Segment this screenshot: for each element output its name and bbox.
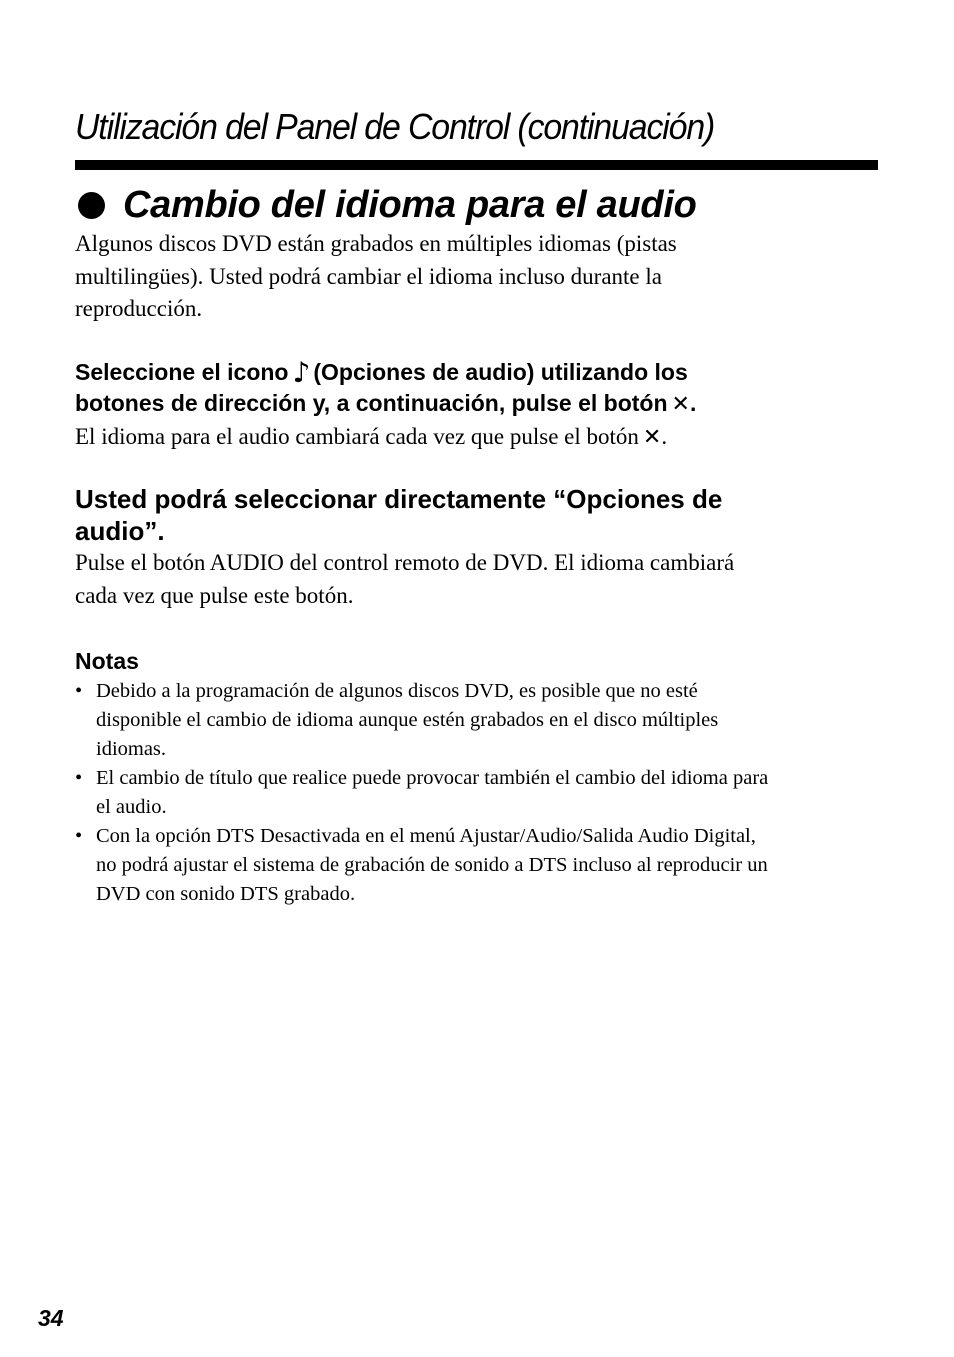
notes-heading: Notas	[75, 648, 139, 674]
instruction-line-2	[75, 388, 885, 420]
note-item	[75, 677, 885, 764]
note-item	[75, 764, 885, 822]
instruction-heading	[75, 357, 885, 420]
instruction-text: Seleccione el icono	[75, 359, 289, 385]
bullet-icon: •	[75, 767, 83, 789]
instruction-text: (Opciones de audio) utilizando los	[313, 359, 688, 385]
note-line: no podrá ajustar el sistema de grabación de sonido a DTS incluso al reproducir un	[96, 854, 768, 876]
note-line: el audio.	[96, 796, 167, 818]
direct-select-heading	[75, 483, 885, 547]
notes-list	[75, 677, 885, 909]
direct-select-body	[75, 547, 885, 612]
instruction-result-text: .	[661, 424, 668, 449]
section-title-text: Cambio del idioma para el audio	[123, 184, 697, 226]
note-line: disponible el cambio de idioma aunque estén grabados en el disco múltiples	[96, 709, 719, 731]
note-item	[75, 822, 885, 909]
page-number: 34	[38, 1305, 64, 1331]
bullet-icon: •	[75, 680, 83, 702]
section-title	[78, 180, 697, 230]
instruction-result-line	[75, 421, 885, 455]
instruction-text: botones de dirección y, a continuación, pulse el botón	[75, 390, 668, 416]
filled-circle-icon	[78, 192, 105, 219]
note-line: Con la opción DTS Desactivada en el menú Ajustar/Audio/Salida Audio Digital,	[96, 825, 756, 847]
instruction-result	[75, 421, 885, 455]
note-line: DVD con sonido DTS grabado.	[96, 883, 356, 905]
note-line: El cambio de título que realice puede provocar también el cambio del idioma para	[96, 767, 769, 789]
page-header	[75, 102, 878, 152]
instruction-result-text: El idioma para el audio cambiará cada vez que pulse el botón	[75, 424, 639, 449]
direct-body-line: cada vez que pulse este botón.	[75, 582, 354, 608]
direct-select-step	[75, 483, 885, 612]
header-rule	[75, 160, 878, 170]
cross-button-icon: ✕	[642, 425, 662, 450]
instruction-text: .	[689, 390, 697, 416]
direct-body-line: Pulse el botón AUDIO del control remoto de DVD. El idioma cambiará	[75, 550, 735, 575]
instruction-line-1	[75, 357, 885, 388]
direct-heading-line: audio”.	[75, 516, 165, 546]
note-line: idiomas.	[96, 738, 167, 760]
note-line: Debido a la programación de algunos discos DVD, es posible que no esté	[96, 680, 698, 702]
intro-paragraph	[75, 228, 885, 326]
bullet-icon: •	[75, 825, 83, 847]
cross-button-icon: ✕	[671, 392, 690, 417]
intro-line: Algunos discos DVD están grabados en múltiples idiomas (pistas	[75, 231, 677, 256]
direct-heading-line: Usted podrá seleccionar directamente “Opciones de	[75, 484, 723, 514]
intro-line: multilingües). Usted podrá cambiar el idioma incluso durante la	[75, 263, 662, 289]
instruction-step	[75, 357, 885, 455]
music-note-icon: ♪	[292, 356, 311, 389]
chapter-title: Utilización del Panel de Control (continuación)	[75, 106, 715, 147]
intro-line: reproducción.	[75, 296, 203, 321]
